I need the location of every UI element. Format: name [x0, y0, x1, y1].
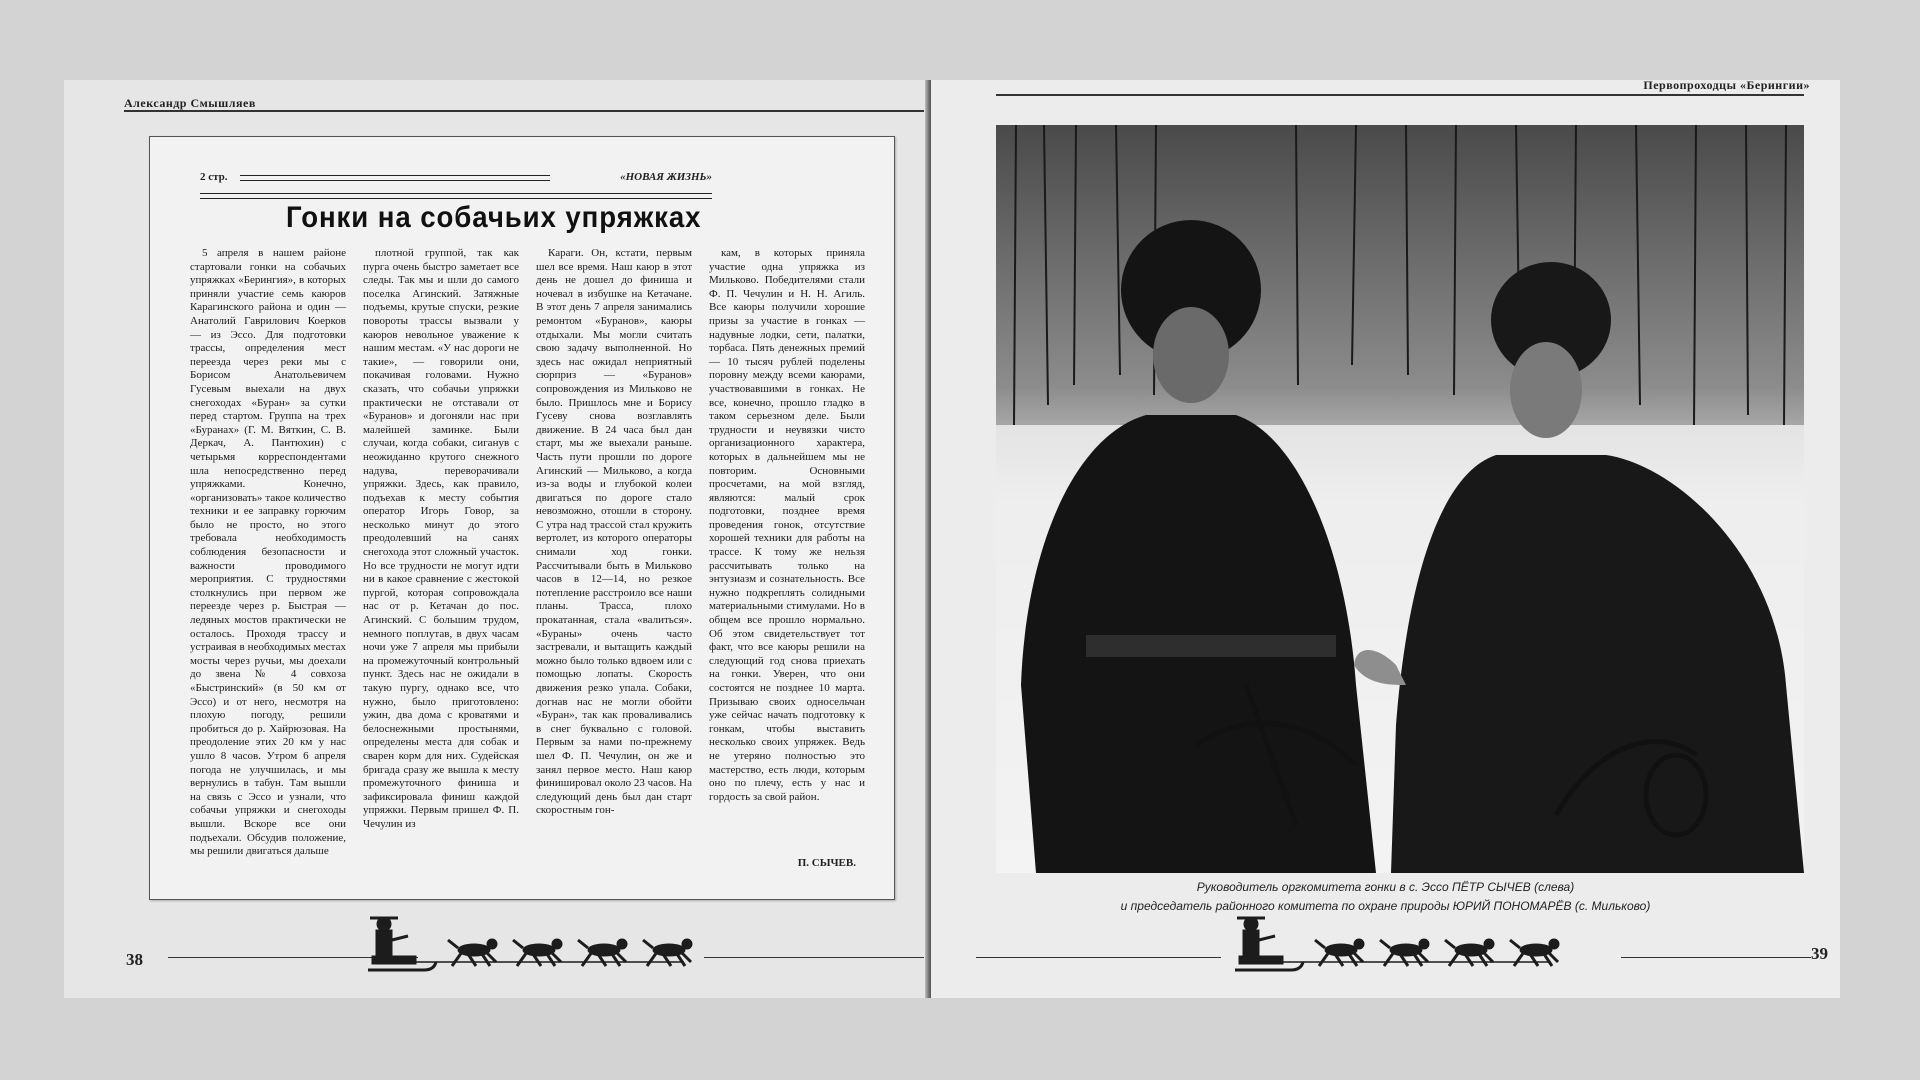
- article-column-3: [536, 247, 692, 818]
- footer-rule-right: [704, 957, 924, 958]
- newspaper-clipping: [149, 136, 895, 900]
- article-column-text: Караги. Он, кстати, первым шел все время. Наш каюр в этот день не дошел до финиша и ночевал в избушке на Кетачане. В этот день 7 апреля занимались ремонтом «Буранов», каюры отдыхали. Мы могли считать свою задачу выполненной. Но здесь нас ожидал неприятный сюрприз — «Буранов» сопровождения из Мильково не было. Пришлось мне и Борису Гусеву снова возглавлять движение. В 24 часа был дан старт, мы же выехали раньше. Часть пути прошли по дороге Агинский — Мильково, а когда из-за воды и глубокой колеи двигаться по дороге стало невозможно, отошли в сторону. С утра над трассой стал кружить вертолет, из которого операторы снимали ход гонки. Рассчитывали быть в Мильково часов в 12—14, но резкое потепление расстроило все наши планы. Трасса, плохо прокатанная, стала «валиться». «Бураны» очень часто застревали, и вытащить каждый можно было только вдвоем или с помощью лопаты. Скорость движения резко упала. Собаки, догнав нас не могли обойти «Буран», так как проваливались в снег буквально с головой. Первым за нами по-прежнему шел Ф. П. Чечулин, он же и занял первое место. Наш каюр финишировал около 23 часов. На следующий день был дан старт скоростным гон-: [536, 247, 692, 817]
- dog-sled-ornament-icon: [364, 910, 694, 984]
- article-column-text: плотной группой, так как пурга очень быстро заметает все следы. Так мы и шли до самого поселка Агинский. Затяжные подъемы, крутые спуски, резкие повороты трассы вызвали у каюров невольное уважение к нашим местам. «У нас дороги не такие», — говорили они, покачивая головами. Нужно сказать, что собачьи упряжки практически не отставали от «Буранов» и догоняли нас при малейшей заминке. Были случаи, когда собаки, сиганув с неожиданно крутого снежного надува, переворачивали упряжки. Здесь, как правило, подъехав к месту события оператор Игорь Говор, за несколько минут до этого преодолевший на санях снегохода этот сложный участок. Но все трудности не могут идти ни в какое сравнение с жестокой пургой, которая сопровождала нас от р. Кетачан до пос. Агинский. С большим трудом, немного поплутав, в двух часам ночи уже 7 апреля мы прибыли на промежуточный контрольный пункт. Здесь нас не ожидали в такую пургу, однако все, что нужно, было приготовлено: ужин, два дома с кроватями и белоснежными простынями, определены места для собак и сварен корм для них. Судейская бригада сразу же вышла к месту промежуточного финиша и зафиксировала финиш каждой упряжки. Первым пришел Ф. П. Чечулин из: [363, 247, 519, 830]
- page-number-left: 38: [126, 950, 143, 969]
- book-spread: [64, 80, 1840, 998]
- running-head-author: Александр Смышляев: [124, 96, 256, 110]
- article-column-2: [363, 247, 519, 832]
- two-men-snowmobiles-photo: [996, 125, 1804, 873]
- header-rule: [124, 110, 924, 112]
- article-column-4: [709, 247, 865, 804]
- caption-line-1: Руководитель оргкомитета гонки в с. Эссо ПЁТР СЫЧЕВ (слева): [1196, 880, 1575, 894]
- article-signature: П. СЫЧЕВ.: [797, 857, 856, 869]
- article-column-1: [190, 247, 346, 859]
- footer-rule-left: [976, 957, 1221, 958]
- article-column-text: кам, в которых приняла участие одна упряжка из Мильково. Победителями стали Ф. П. Чечулин и Н. Н. Агиль. Все каюры получили хорошие призы за участие в гонках — надувные лодки, сети, палатки, торбаса. Пять денежных премий — 10 тысяч рублей поделены поровну между всеми каюрами, участвовавшими в гонках. Не все, конечно, прошло гладко в таком серьезном деле. Были трудности и неувязки чисто организационного характера, которых в дальнейшем мы не повторим. Основными просчетами, на мой взгляд, являются: малый срок подготовки, позднее время проведения гонок, отсутствие хорошей техники для работы на трассе. К тому же нельзя рассчитывать только на энтузиазм и сознательность. Все нужно подкреплять солидными материальными стимулами. Но в общем все прошло нормально. Об этом свидетельствует тот факт, что все каюры решили на следующий год снова приехать на гонки. Уверен, что они состоятся не позднее 10 марта. Призываю своих односельчан уже сейчас начать подготовку к гонкам, чтобы выставить несколько своих упряжек. Ведь не утеряно полностью это мастерство, есть люди, которым оно по плечу, есть у нас и гордость за свой район.: [709, 247, 865, 803]
- caption-line-2: и председатель районного комитета по охране природы ЮРИЙ ПОНОМАРЁВ (с. Мильково): [1120, 899, 1651, 913]
- left-page: [64, 80, 928, 998]
- running-head-title: Первопроходцы «Берингии»: [1643, 80, 1810, 92]
- header-rule: [996, 94, 1804, 96]
- headline-top-rule: [200, 193, 712, 199]
- clipping-page-label: 2 стр.: [200, 171, 228, 183]
- clipping-header: [200, 171, 712, 183]
- footer-rule-right: [1621, 957, 1811, 958]
- dog-sled-ornament-icon: [1231, 910, 1561, 984]
- right-page: [931, 80, 1840, 998]
- article-headline: Гонки на собачьих упряжках: [286, 201, 702, 234]
- page-number-right: 39: [1811, 944, 1828, 963]
- newspaper-name: «НОВАЯ ЖИЗНЬ»: [620, 171, 712, 183]
- header-double-rule: [240, 175, 550, 181]
- article-column-text: 5 апреля в нашем районе стартовали гонки на собачьих упряжках «Берингия», в которых приняли участие семь каюров Карагинского района и один — Анатолий Гаврилович Коерков — из Эссо. Для подготовки трассы, определения мест переезда через реки мы с Борисом Анатольевичем Гусевым выехали на двух снегоходах «Буран» за сутки перед стартом. Группа на трех «Буранах» (Г. М. Вяткин, С. В. Деркач, А. Пантюхин) с четырьмя корреспондентами шла непосредственно перед упряжками. Конечно, «организовать» такое количество техники и ее заправку горючим было не просто, но этого требовала необходимость соблюдения безопасности и важности проводимого мероприятия. С трудностями столкнулись при первом же переезде через р. Быстрая — ледяных мостов практически не осталось. Проходя трассу и устраивая в необходимых местах мосты через ручьи, мы доехали до звена № 4 совхоза «Быстринский» (в 50 км от Эссо) и от него, несмотря на плохую погоду, решили пробиться до р. Хайрюзовая. На преодоление этих 20 км у нас ушло 8 часов. Утром 6 апреля погода не улучшилась, и мы вернулись в табун. Там вышли на связь с Эссо и узнали, что собачьи упряжки и снегоходы вышли. Вскоре все они подъехали. Обсудив положение, мы решили двигаться дальше: [190, 247, 346, 858]
